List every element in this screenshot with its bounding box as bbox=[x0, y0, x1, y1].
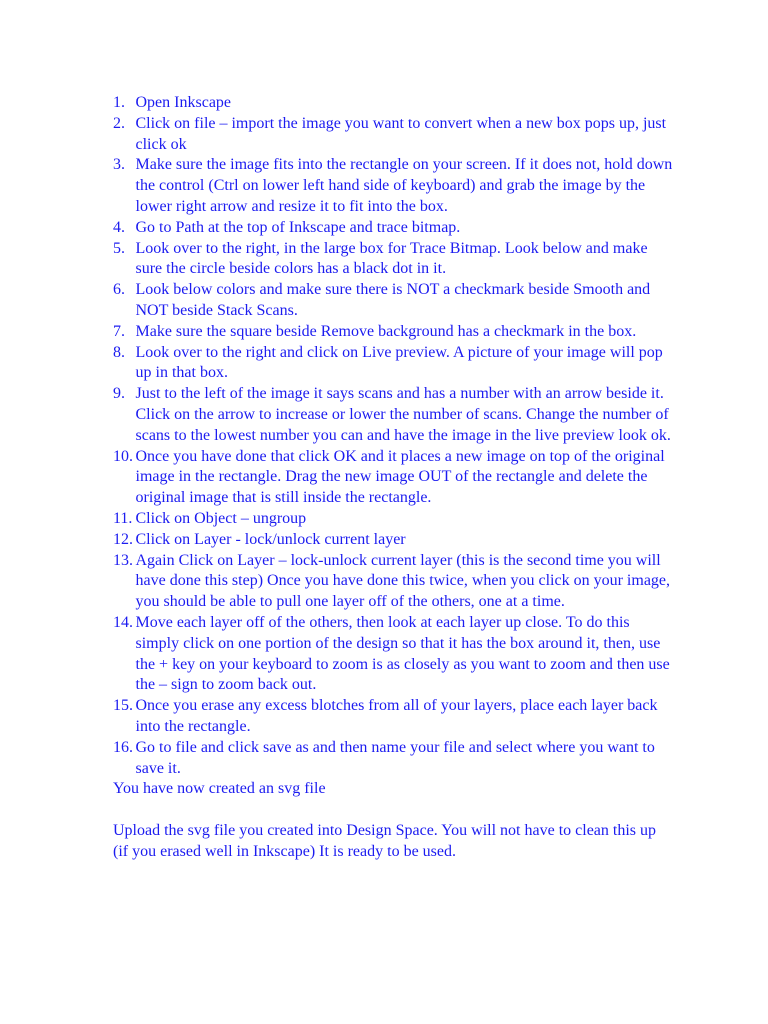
step-text: Make sure the square beside Remove background has a checkmark in the box. bbox=[135, 322, 637, 340]
step-text: Click on Layer - lock/unlock current layer bbox=[135, 530, 406, 548]
list-item bbox=[113, 218, 673, 239]
list-item bbox=[113, 530, 673, 551]
list-item bbox=[113, 696, 673, 738]
step-number: 1. bbox=[113, 94, 125, 111]
step-number: 13. bbox=[113, 551, 133, 569]
list-item bbox=[113, 239, 673, 281]
step-text: Look over to the right and click on Live preview. A picture of your image will pop up in that box. bbox=[135, 343, 663, 382]
list-item bbox=[113, 322, 673, 343]
list-item bbox=[113, 343, 673, 385]
step-number: 8. bbox=[113, 343, 125, 361]
step-number: 9. bbox=[113, 385, 125, 403]
list-item bbox=[113, 280, 673, 322]
step-number: 15. bbox=[113, 697, 133, 715]
step-number: 5. bbox=[113, 239, 125, 257]
step-number: 7. bbox=[113, 322, 125, 340]
step-number: 2. bbox=[113, 114, 125, 132]
paragraph-spacer bbox=[113, 800, 673, 821]
step-text: Move each layer off of the others, then look at each layer up close. To do this simply click on one portion of the design so that it has the box around it, then, use the + key on your keyboard to zoom is as closely as you want to zoom and then use the – sign to zoom back out. bbox=[135, 613, 670, 694]
list-item bbox=[113, 551, 673, 613]
step-number: 12. bbox=[113, 530, 133, 548]
list-item bbox=[113, 114, 673, 156]
step-number: 14. bbox=[113, 613, 133, 631]
list-item bbox=[113, 738, 673, 780]
list-item bbox=[113, 509, 673, 530]
step-text: Click on file – import the image you want to convert when a new box pops up, just click ok bbox=[135, 114, 667, 153]
step-text: Once you have done that click OK and it places a new image on top of the original image in the rectangle. Drag the new image OUT of the rectangle and delete the original image that is still inside the rectangle. bbox=[135, 447, 665, 507]
step-text: Once you erase any excess blotches from all of your layers, place each layer back into the rectangle. bbox=[135, 697, 658, 735]
step-text: Again Click on Layer – lock-unlock current layer (this is the second time you will have done this step) Once you have done this twice, when you click on your image, you should be able to pull one layer off of the others, one at a time. bbox=[135, 551, 671, 611]
step-text: Open Inkscape bbox=[135, 94, 232, 111]
list-item bbox=[113, 93, 673, 114]
step-text: Click on Object – ungroup bbox=[135, 509, 307, 527]
list-item bbox=[113, 384, 673, 446]
step-number: 11. bbox=[113, 509, 133, 527]
step-number: 3. bbox=[113, 156, 125, 174]
step-text: Just to the left of the image it says scans and has a number with an arrow beside it. Click on the arrow to increase or lower the number of scans. Change the number of scans to the lowest number you can and have the image in the live preview look ok. bbox=[135, 385, 671, 444]
step-text: Make sure the image fits into the rectangle on your screen. If it does not, hold down the control (Ctrl on lower left hand side of keyboard) and grab the image by the lower right arrow and resize it to fit into the box. bbox=[135, 156, 673, 215]
step-number: 6. bbox=[113, 281, 125, 299]
step-text: Go to Path at the top of Inkscape and trace bitmap. bbox=[135, 218, 461, 236]
upload-note: Upload the svg file you created into Design Space. You will not have to clean this up (if you erased well in Inkscape) It is ready to be used. bbox=[113, 821, 657, 860]
step-number: 10. bbox=[113, 447, 133, 465]
step-number: 16. bbox=[113, 738, 133, 756]
list-item bbox=[113, 613, 673, 696]
closing-line: You have now created an svg file bbox=[113, 780, 326, 798]
list-item bbox=[113, 447, 673, 509]
list-item bbox=[113, 155, 673, 217]
step-text: Go to file and click save as and then name your file and select where you want to save it. bbox=[135, 738, 655, 777]
steps-list bbox=[113, 93, 673, 779]
step-text: Look over to the right, in the large box for Trace Bitmap. Look below and make sure the circle beside colors has a black dot in it. bbox=[135, 239, 648, 278]
step-number: 4. bbox=[113, 218, 125, 236]
document-body bbox=[113, 93, 673, 862]
step-text: Look below colors and make sure there is NOT a checkmark beside Smooth and NOT beside Stack Scans. bbox=[135, 281, 651, 319]
